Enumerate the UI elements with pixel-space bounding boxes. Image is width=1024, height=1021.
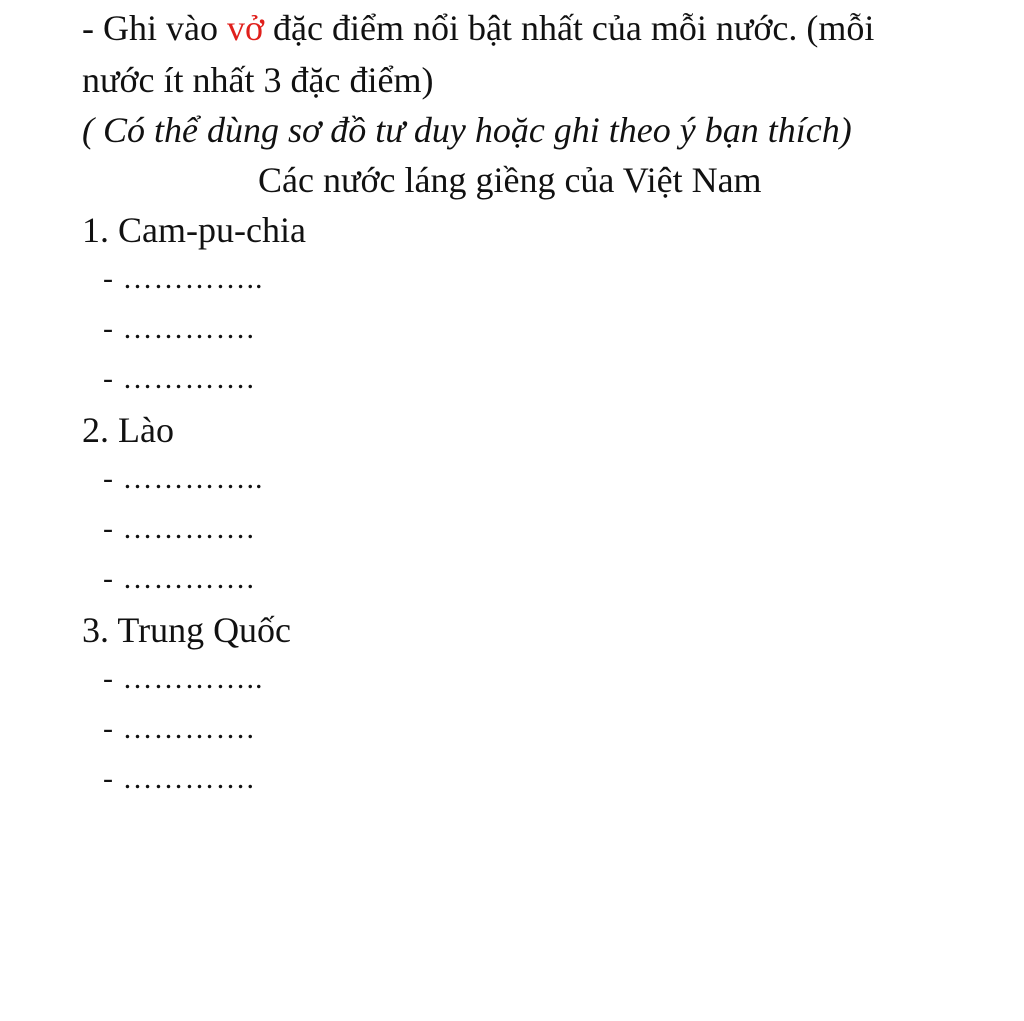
section-heading-laos: 2. Lào: [82, 410, 174, 450]
answer-blank: - ………….: [103, 512, 255, 545]
answer-blank: - ………….: [103, 562, 255, 595]
answer-blank: - …………..: [103, 462, 264, 495]
instruction-highlight-word: vở: [226, 8, 265, 48]
answer-blank: - ………….: [103, 312, 255, 345]
instruction-line-2: nước ít nhất 3 đặc điểm): [82, 60, 434, 100]
answer-blank: - …………..: [103, 662, 264, 695]
instruction-line-1: [82, 8, 874, 48]
answer-blank: - ………….: [103, 362, 255, 395]
page-title: Các nước láng giềng của Việt Nam: [258, 160, 762, 200]
answer-blank: - ………….: [103, 762, 255, 795]
section-heading-china: 3. Trung Quốc: [82, 610, 292, 650]
instruction-suffix: đặc điểm nổi bật nhất của mỗi nước. (mỗi: [264, 8, 875, 48]
section-heading-cambodia: 1. Cam-pu-chia: [82, 210, 306, 250]
answer-blank: - ………….: [103, 712, 255, 745]
instruction-prefix: - Ghi vào: [82, 8, 227, 48]
answer-blank: - …………..: [103, 262, 264, 295]
instruction-note: ( Có thể dùng sơ đồ tư duy hoặc ghi theo ý bạn thích): [82, 110, 852, 150]
